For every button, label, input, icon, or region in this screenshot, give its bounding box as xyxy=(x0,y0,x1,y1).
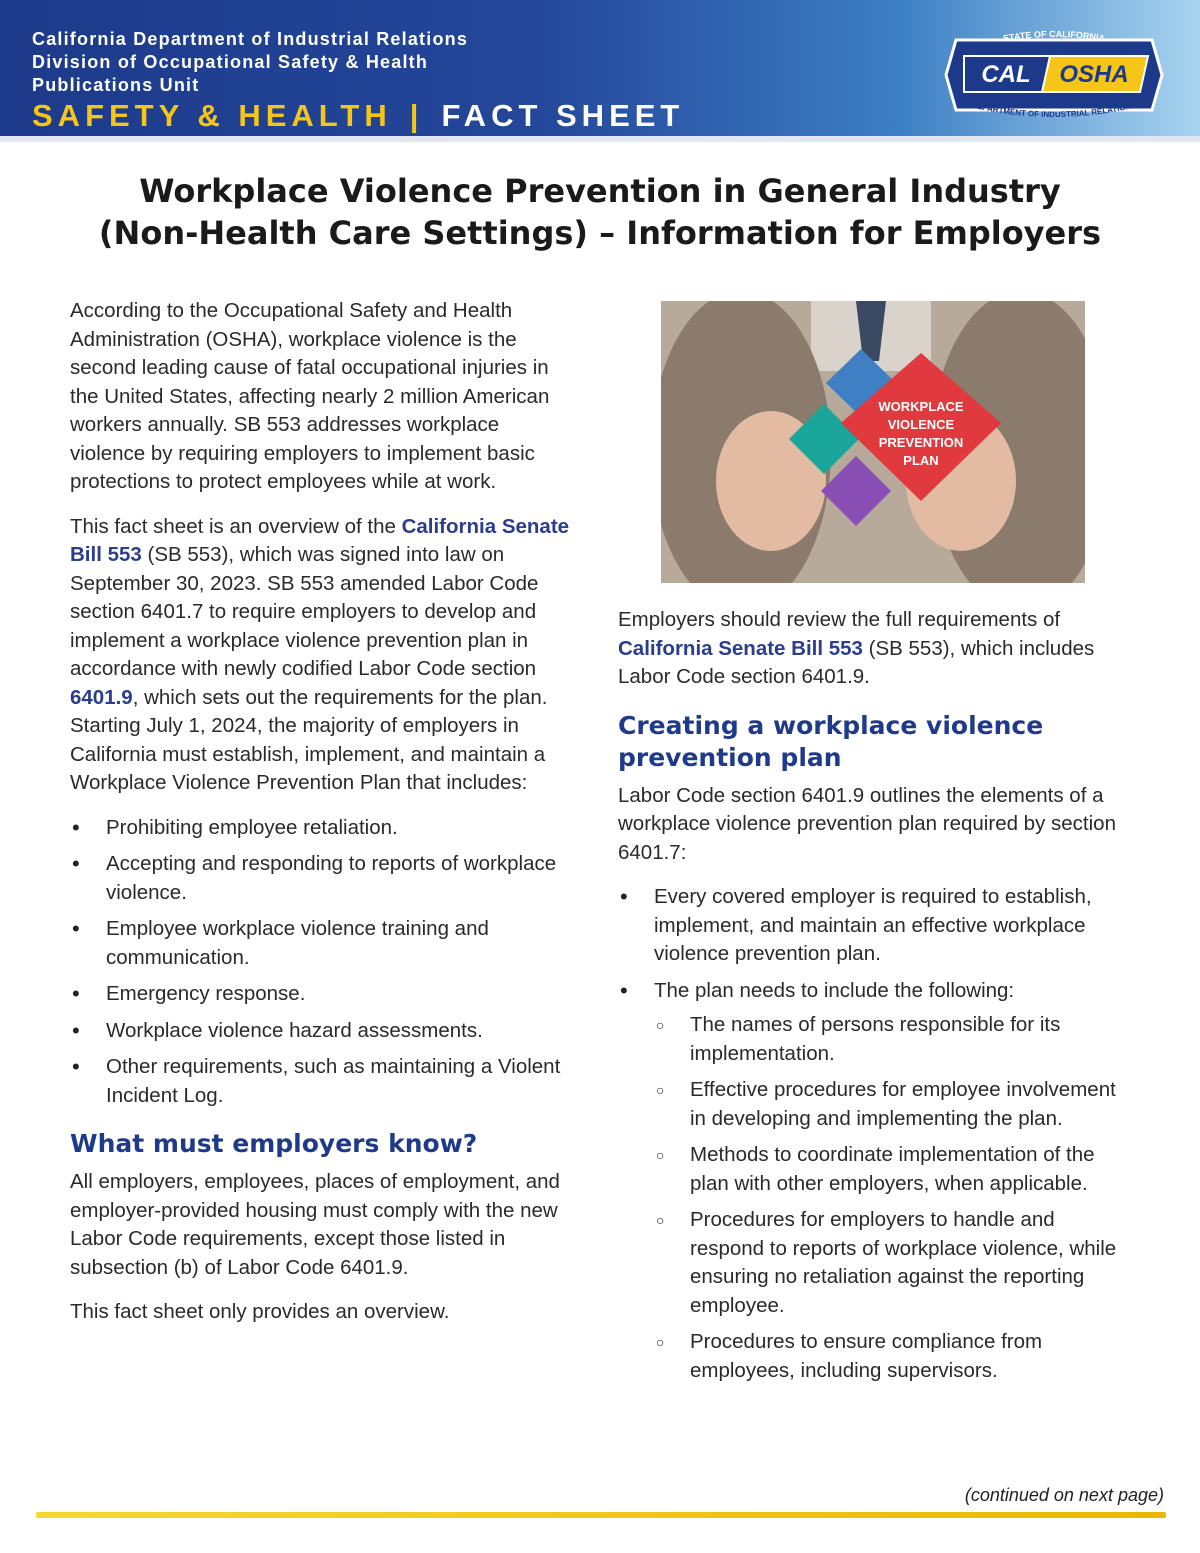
wvpp-photo xyxy=(661,301,1085,583)
requirements-list xyxy=(70,814,580,1111)
intro-paragraph: According to the Occupational Safety and Health Administration (OSHA), workplace violence is the second leading cause of fatal occupational injuries in the United States, affecting nearly 2 million American workers annually. SB 553 addresses workplace violence by requiring employers to implement basic protections to protect employees while at work. xyxy=(70,299,550,493)
banner-fact-sheet: FACT SHEET xyxy=(441,98,685,133)
dept-line-1: California Department of Industrial Relations xyxy=(32,29,469,49)
continued-note: (continued on next page) xyxy=(964,1485,1164,1505)
header-banner xyxy=(0,0,1200,136)
sublist-item: ○ Procedures to ensure compliance from employees, including supervisors. xyxy=(654,1328,1133,1385)
list-item: • Every covered employer is required to establish, implement, and maintain an effective workplace violence prevention plan. xyxy=(618,883,1133,969)
review-paragraph: Employers should review the full requirements of California Senate Bill 553 (SB 553), which includes Labor Code section 6401.9. xyxy=(618,608,1095,688)
overview-paragraph: This fact sheet is an overview of the California Senate Bill 553 (SB 553), which was signed into law on September 30, 2023. SB 553 amended Labor Code section 6401.7 to require employers to develop and implement a workplace violence prevention plan in accordance with newly codified Labor Code section 6401.9, which sets out the requirements for the plan. Starting July 1, 2024, the majority of employers in California must establish, implement, and maintain a Workplace Violence Prevention Plan that includes: xyxy=(70,514,570,794)
sb553-link-2[interactable]: California Senate Bill 553 xyxy=(618,636,863,660)
sublist-item: ○ The names of persons responsible for its implementation. xyxy=(654,1011,1133,1068)
fact-sheet-banner xyxy=(32,98,684,134)
list-item: • Emergency response. xyxy=(70,980,580,1009)
left-column xyxy=(70,297,580,1343)
list-item: • Prohibiting employee retaliation. xyxy=(70,814,580,843)
logo-osha: OSHA xyxy=(1059,61,1129,88)
list-item: • Workplace violence hazard assessments. xyxy=(70,1017,580,1046)
list-item: • Other requirements, such as maintaining a Violent Incident Log. xyxy=(70,1053,580,1110)
photo-illustration xyxy=(661,301,1085,583)
section-6401-9-link[interactable]: 6401.9 xyxy=(70,685,133,709)
department-name xyxy=(32,28,468,97)
footer-divider xyxy=(36,1512,1166,1518)
title-line-2: (Non-Health Care Settings) – Information for Employers xyxy=(98,214,1102,252)
sublist-item: ○ Effective procedures for employee involvement in developing and implementing the plan. xyxy=(654,1076,1133,1133)
plan-list xyxy=(618,883,1133,1385)
header-divider xyxy=(0,136,1200,142)
list-item: • Employee workplace violence training and communication. xyxy=(70,915,580,972)
logo-cal: CAL xyxy=(981,61,1031,88)
logo-state-text: STATE OF CALIFORNIA xyxy=(1002,28,1106,44)
logo-dept-text: DEPARTMENT OF INDUSTRIAL RELATIONS xyxy=(970,100,1138,120)
elements-paragraph: Labor Code section 6401.9 outlines the elements of a workplace violence prevention plan required by section 6401.7: xyxy=(618,783,1116,864)
page-title xyxy=(40,170,1160,254)
list-item: • The plan needs to include the following: ○ The names of persons responsible for its implementation. ○ Effective procedures for employee involvement in developing and implementing the plan. ○ Methods to coordinate implementation of the plan with other employers, when applicable. ○ Procedures for employers to handle and respond to reports of workplace violence, while ensuring no retaliation against the reporting employee. ○ Procedures to ensure compliance from employees, including supervisors. xyxy=(618,977,1133,1386)
dept-line-3: Publications Unit xyxy=(32,75,200,95)
sb553-link[interactable]: California Senate Bill 553 xyxy=(70,514,570,566)
photo-block-text: WORKPLACE VIOLENCE PREVENTION PLAN xyxy=(878,399,964,468)
banner-safety-health: SAFETY & HEALTH xyxy=(32,98,392,133)
section-heading-creating-plan: Creating a workplace violence prevention plan xyxy=(618,710,1044,772)
title-line-1: Workplace Violence Prevention in General Industry xyxy=(139,172,1061,210)
sublist-item: ○ Procedures for employers to handle and respond to reports of workplace violence, while ensuring no retaliation against the reporting employee. xyxy=(654,1206,1133,1320)
banner-separator: | xyxy=(409,98,424,133)
right-column xyxy=(618,606,1133,1395)
list-item: • Accepting and responding to reports of workplace violence. xyxy=(70,850,580,907)
overview-note: This fact sheet only provides an overview. xyxy=(70,1300,450,1323)
sublist-item: ○ Methods to coordinate implementation of the plan with other employers, when applicable. xyxy=(654,1141,1133,1198)
cal-osha-logo xyxy=(936,20,1172,130)
section-heading-employers-know: What must employers know? xyxy=(70,1129,478,1158)
compliance-paragraph: All employers, employees, places of employment, and employer-provided housing must comply with the new Labor Code requirements, except those listed in subsection (b) of Labor Code 6401.9. xyxy=(70,1170,560,1279)
dept-line-2: Division of Occupational Safety & Health xyxy=(32,52,429,72)
plan-sublist xyxy=(654,1011,1133,1385)
